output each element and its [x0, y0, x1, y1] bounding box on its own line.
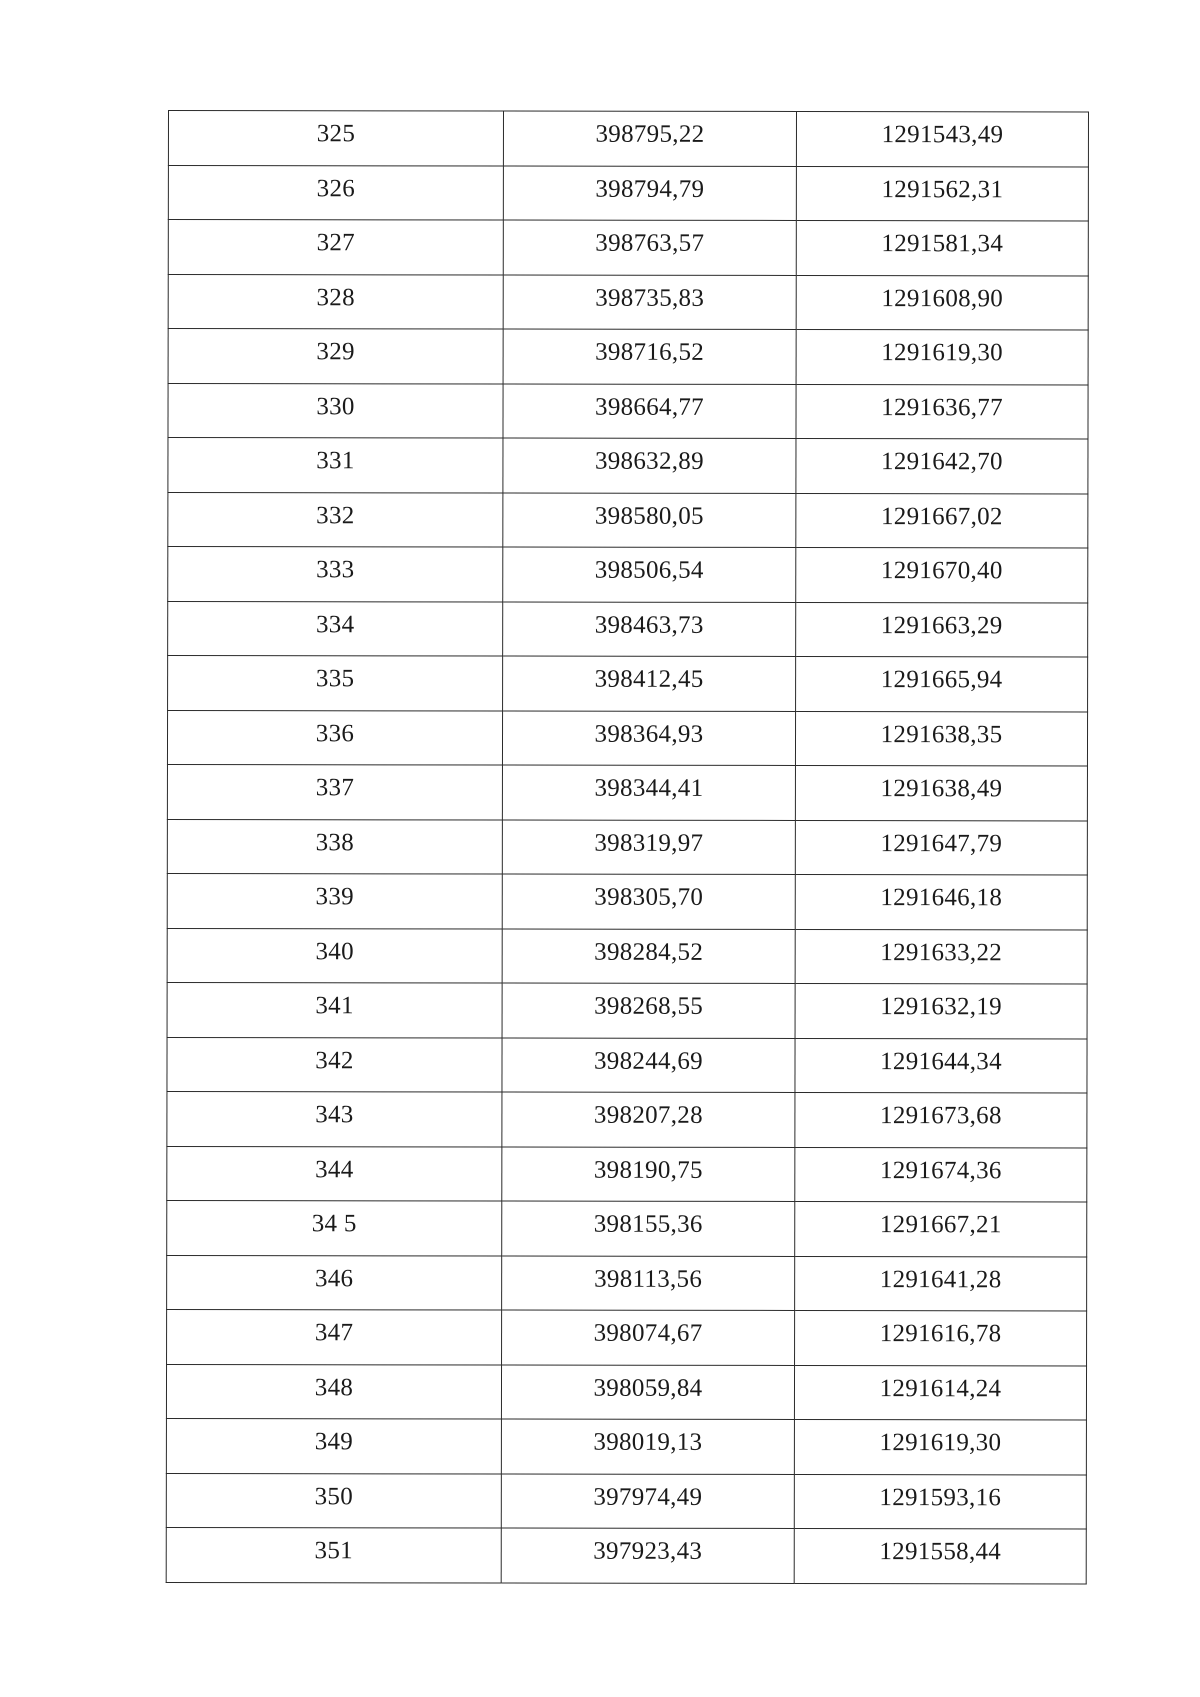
- table-row: [168, 274, 1088, 330]
- table-row: [168, 329, 1088, 385]
- x-coordinate-text: 398155,36: [593, 1210, 703, 1239]
- point-number-cell: [166, 1473, 501, 1528]
- y-coordinate-text: 1291636,77: [881, 393, 1003, 422]
- point-number-text: 328: [316, 283, 355, 312]
- point-number-text: 330: [316, 392, 355, 421]
- x-coordinate-text: 398344,41: [594, 774, 704, 803]
- y-coordinate-text: 1291646,18: [880, 884, 1003, 912]
- point-number-text: 349: [314, 1428, 354, 1456]
- table-row: [168, 220, 1088, 276]
- x-coordinate-cell: [502, 1310, 795, 1365]
- x-coordinate-cell: [502, 929, 795, 984]
- y-coordinate-text: 1291543,49: [881, 121, 1004, 149]
- x-coordinate-text: 398664,77: [595, 393, 705, 421]
- x-coordinate-cell: [501, 1474, 794, 1529]
- y-coordinate-text: 1291632,19: [880, 993, 1002, 1021]
- table-row: [168, 165, 1088, 221]
- point-number-cell: [167, 1146, 502, 1201]
- table-row: [167, 1146, 1087, 1202]
- point-number-text: 350: [314, 1482, 354, 1511]
- table-row: [167, 710, 1087, 766]
- point-number-text: 34 5: [311, 1210, 357, 1238]
- table-row: [168, 601, 1088, 657]
- point-number-cell: [167, 1200, 502, 1255]
- point-number-cell: [167, 982, 502, 1037]
- y-coordinate-cell: [795, 1310, 1087, 1365]
- x-coordinate-text: 398284,52: [594, 938, 704, 966]
- table-row: [167, 1309, 1087, 1365]
- table-row: [167, 765, 1087, 821]
- y-coordinate-cell: [794, 1528, 1086, 1583]
- point-number-cell: [168, 165, 503, 220]
- x-coordinate-text: 398763,57: [595, 229, 705, 258]
- point-number-text: 333: [316, 556, 355, 584]
- x-coordinate-text: 398190,75: [593, 1156, 703, 1184]
- point-number-text: 346: [314, 1264, 354, 1293]
- y-coordinate-text: 1291614,24: [879, 1374, 1002, 1403]
- x-coordinate-text: 398244,69: [594, 1047, 703, 1075]
- y-coordinate-cell: [795, 1092, 1087, 1147]
- point-number-cell: [166, 1418, 501, 1473]
- table-row: [166, 1473, 1086, 1529]
- point-number-text: 336: [315, 719, 355, 748]
- x-coordinate-cell: [502, 1147, 795, 1202]
- y-coordinate-cell: [795, 1038, 1087, 1093]
- table-row: [167, 1255, 1087, 1311]
- point-number-text: 325: [316, 120, 356, 148]
- x-coordinate-text: 398506,54: [594, 556, 704, 585]
- x-coordinate-cell: [502, 1256, 795, 1311]
- y-coordinate-cell: [795, 929, 1087, 984]
- x-coordinate-text: 397923,43: [593, 1537, 703, 1566]
- x-coordinate-text: 398268,55: [594, 992, 704, 1021]
- y-coordinate-cell: [796, 275, 1088, 330]
- y-coordinate-cell: [795, 765, 1087, 820]
- table-row: [166, 1364, 1086, 1420]
- point-number-cell: [167, 819, 502, 874]
- point-number-cell: [167, 765, 502, 820]
- x-coordinate-text: 398305,70: [594, 883, 704, 912]
- point-number-cell: [167, 928, 502, 983]
- point-number-text: 344: [315, 1155, 354, 1184]
- point-number-text: 348: [314, 1373, 354, 1402]
- x-coordinate-cell: [502, 711, 795, 766]
- x-coordinate-text: 398412,45: [594, 665, 704, 694]
- table-row: [168, 656, 1088, 712]
- point-number-cell: [167, 1037, 502, 1092]
- table-row: [168, 547, 1088, 603]
- table-row: [168, 111, 1088, 167]
- point-number-text: 340: [315, 937, 354, 966]
- x-coordinate-text: 398059,84: [593, 1374, 703, 1402]
- point-number-text: 329: [316, 338, 355, 366]
- coordinates-table: [166, 110, 1089, 1584]
- table-row: [167, 982, 1087, 1038]
- x-coordinate-text: 398074,67: [593, 1319, 703, 1348]
- table-row: [167, 873, 1087, 929]
- x-coordinate-cell: [503, 656, 796, 711]
- table-row: [166, 1527, 1086, 1583]
- y-coordinate-text: 1291638,49: [880, 775, 1003, 803]
- y-coordinate-text: 1291670,40: [880, 557, 1003, 585]
- y-coordinate-text: 1291633,22: [880, 938, 1003, 967]
- point-number-text: 335: [315, 665, 355, 693]
- y-coordinate-text: 1291581,34: [881, 230, 1004, 258]
- y-coordinate-cell: [796, 384, 1088, 439]
- point-number-cell: [168, 547, 503, 602]
- x-coordinate-cell: [502, 1092, 795, 1147]
- x-coordinate-text: 398795,22: [595, 120, 705, 149]
- y-coordinate-text: 1291674,36: [879, 1156, 1002, 1185]
- x-coordinate-cell: [503, 384, 796, 439]
- y-coordinate-text: 1291558,44: [879, 1538, 1002, 1566]
- x-coordinate-cell: [502, 983, 795, 1038]
- y-coordinate-cell: [795, 1201, 1087, 1256]
- table-row: [166, 1418, 1086, 1474]
- y-coordinate-text: 1291663,29: [880, 611, 1003, 640]
- x-coordinate-cell: [503, 166, 796, 221]
- y-coordinate-cell: [796, 438, 1088, 493]
- y-coordinate-text: 1291619,30: [881, 339, 1004, 367]
- x-coordinate-cell: [502, 820, 795, 875]
- point-number-text: 342: [315, 1046, 354, 1075]
- y-coordinate-text: 1291667,21: [879, 1211, 1002, 1239]
- y-coordinate-text: 1291616,78: [879, 1320, 1002, 1348]
- y-coordinate-text: 1291593,16: [879, 1483, 1002, 1512]
- table-row: [168, 383, 1088, 439]
- y-coordinate-text: 1291642,70: [881, 448, 1003, 476]
- y-coordinate-cell: [794, 1419, 1086, 1474]
- point-number-cell: [167, 1091, 502, 1146]
- x-coordinate-cell: [503, 438, 796, 493]
- point-number-cell: [166, 1364, 501, 1419]
- point-number-text: 343: [315, 1101, 354, 1129]
- point-number-cell: [167, 1309, 502, 1364]
- point-number-text: 351: [314, 1537, 353, 1565]
- x-coordinate-text: 398716,52: [595, 338, 705, 367]
- y-coordinate-cell: [795, 1147, 1087, 1202]
- x-coordinate-cell: [501, 1419, 794, 1474]
- x-coordinate-text: 397974,49: [593, 1483, 703, 1511]
- y-coordinate-cell: [796, 329, 1088, 384]
- y-coordinate-text: 1291562,31: [881, 175, 1004, 204]
- x-coordinate-text: 398735,83: [595, 284, 705, 312]
- point-number-text: 338: [315, 828, 355, 857]
- x-coordinate-text: 398632,89: [594, 447, 704, 476]
- x-coordinate-text: 398113,56: [594, 1265, 703, 1293]
- point-number-cell: [168, 383, 503, 438]
- x-coordinate-cell: [502, 874, 795, 929]
- x-coordinate-cell: [503, 602, 796, 657]
- point-number-text: 331: [316, 447, 355, 475]
- x-coordinate-cell: [501, 1365, 794, 1420]
- table-row: [167, 819, 1087, 875]
- x-coordinate-text: 398463,73: [594, 611, 704, 639]
- x-coordinate-cell: [503, 329, 796, 384]
- point-number-text: 326: [316, 174, 356, 203]
- point-number-text: 347: [314, 1319, 354, 1347]
- point-number-cell: [168, 656, 503, 711]
- y-coordinate-text: 1291608,90: [881, 284, 1004, 313]
- point-number-text: 337: [315, 774, 355, 802]
- y-coordinate-cell: [796, 166, 1088, 221]
- x-coordinate-text: 398794,79: [595, 175, 705, 203]
- point-number-cell: [168, 329, 503, 384]
- table-row: [167, 1091, 1087, 1147]
- y-coordinate-cell: [796, 493, 1088, 548]
- point-number-cell: [167, 710, 502, 765]
- y-coordinate-cell: [795, 983, 1087, 1038]
- y-coordinate-cell: [796, 111, 1088, 166]
- point-number-cell: [168, 220, 503, 275]
- y-coordinate-cell: [794, 1474, 1086, 1529]
- x-coordinate-cell: [502, 1038, 795, 1093]
- y-coordinate-cell: [795, 820, 1087, 875]
- y-coordinate-text: 1291647,79: [880, 829, 1003, 858]
- y-coordinate-cell: [796, 656, 1088, 711]
- table-row: [167, 1200, 1087, 1256]
- x-coordinate-text: 398580,05: [594, 502, 704, 530]
- point-number-text: 339: [315, 883, 354, 911]
- x-coordinate-cell: [503, 275, 796, 330]
- y-coordinate-cell: [794, 1365, 1086, 1420]
- y-coordinate-cell: [795, 1256, 1087, 1311]
- x-coordinate-text: 398364,93: [594, 720, 704, 748]
- point-number-cell: [166, 1527, 501, 1582]
- point-number-cell: [167, 873, 502, 928]
- y-coordinate-text: 1291638,35: [880, 720, 1003, 749]
- x-coordinate-cell: [503, 493, 796, 548]
- coordinates-table-body: [166, 111, 1088, 1584]
- point-number-cell: [168, 274, 503, 329]
- y-coordinate-cell: [796, 547, 1088, 602]
- y-coordinate-cell: [795, 711, 1087, 766]
- x-coordinate-cell: [503, 111, 796, 166]
- y-coordinate-text: 1291667,02: [880, 502, 1003, 531]
- point-number-cell: [168, 111, 503, 166]
- point-number-text: 334: [315, 610, 355, 639]
- table-row: [168, 492, 1088, 548]
- y-coordinate-text: 1291641,28: [879, 1265, 1002, 1294]
- x-coordinate-cell: [503, 220, 796, 275]
- point-number-text: 327: [316, 229, 356, 257]
- point-number-cell: [168, 601, 503, 656]
- y-coordinate-cell: [796, 602, 1088, 657]
- x-coordinate-cell: [502, 765, 795, 820]
- y-coordinate-text: 1291644,34: [880, 1047, 1002, 1076]
- table-row: [167, 928, 1087, 984]
- y-coordinate-text: 1291673,68: [880, 1102, 1002, 1130]
- y-coordinate-cell: [796, 220, 1088, 275]
- table-row: [167, 1037, 1087, 1093]
- x-coordinate-text: 398019,13: [593, 1428, 703, 1457]
- x-coordinate-cell: [502, 1201, 795, 1256]
- point-number-text: 332: [316, 501, 355, 530]
- point-number-cell: [168, 438, 503, 493]
- y-coordinate-cell: [795, 874, 1087, 929]
- table-row: [168, 438, 1088, 494]
- point-number-cell: [167, 1255, 502, 1310]
- point-number-cell: [168, 492, 503, 547]
- point-number-text: 341: [315, 992, 354, 1020]
- y-coordinate-text: 1291665,94: [880, 666, 1003, 694]
- x-coordinate-cell: [503, 547, 796, 602]
- y-coordinate-text: 1291619,30: [879, 1429, 1002, 1457]
- x-coordinate-cell: [501, 1528, 794, 1583]
- x-coordinate-text: 398319,97: [594, 829, 704, 857]
- x-coordinate-text: 398207,28: [593, 1101, 703, 1130]
